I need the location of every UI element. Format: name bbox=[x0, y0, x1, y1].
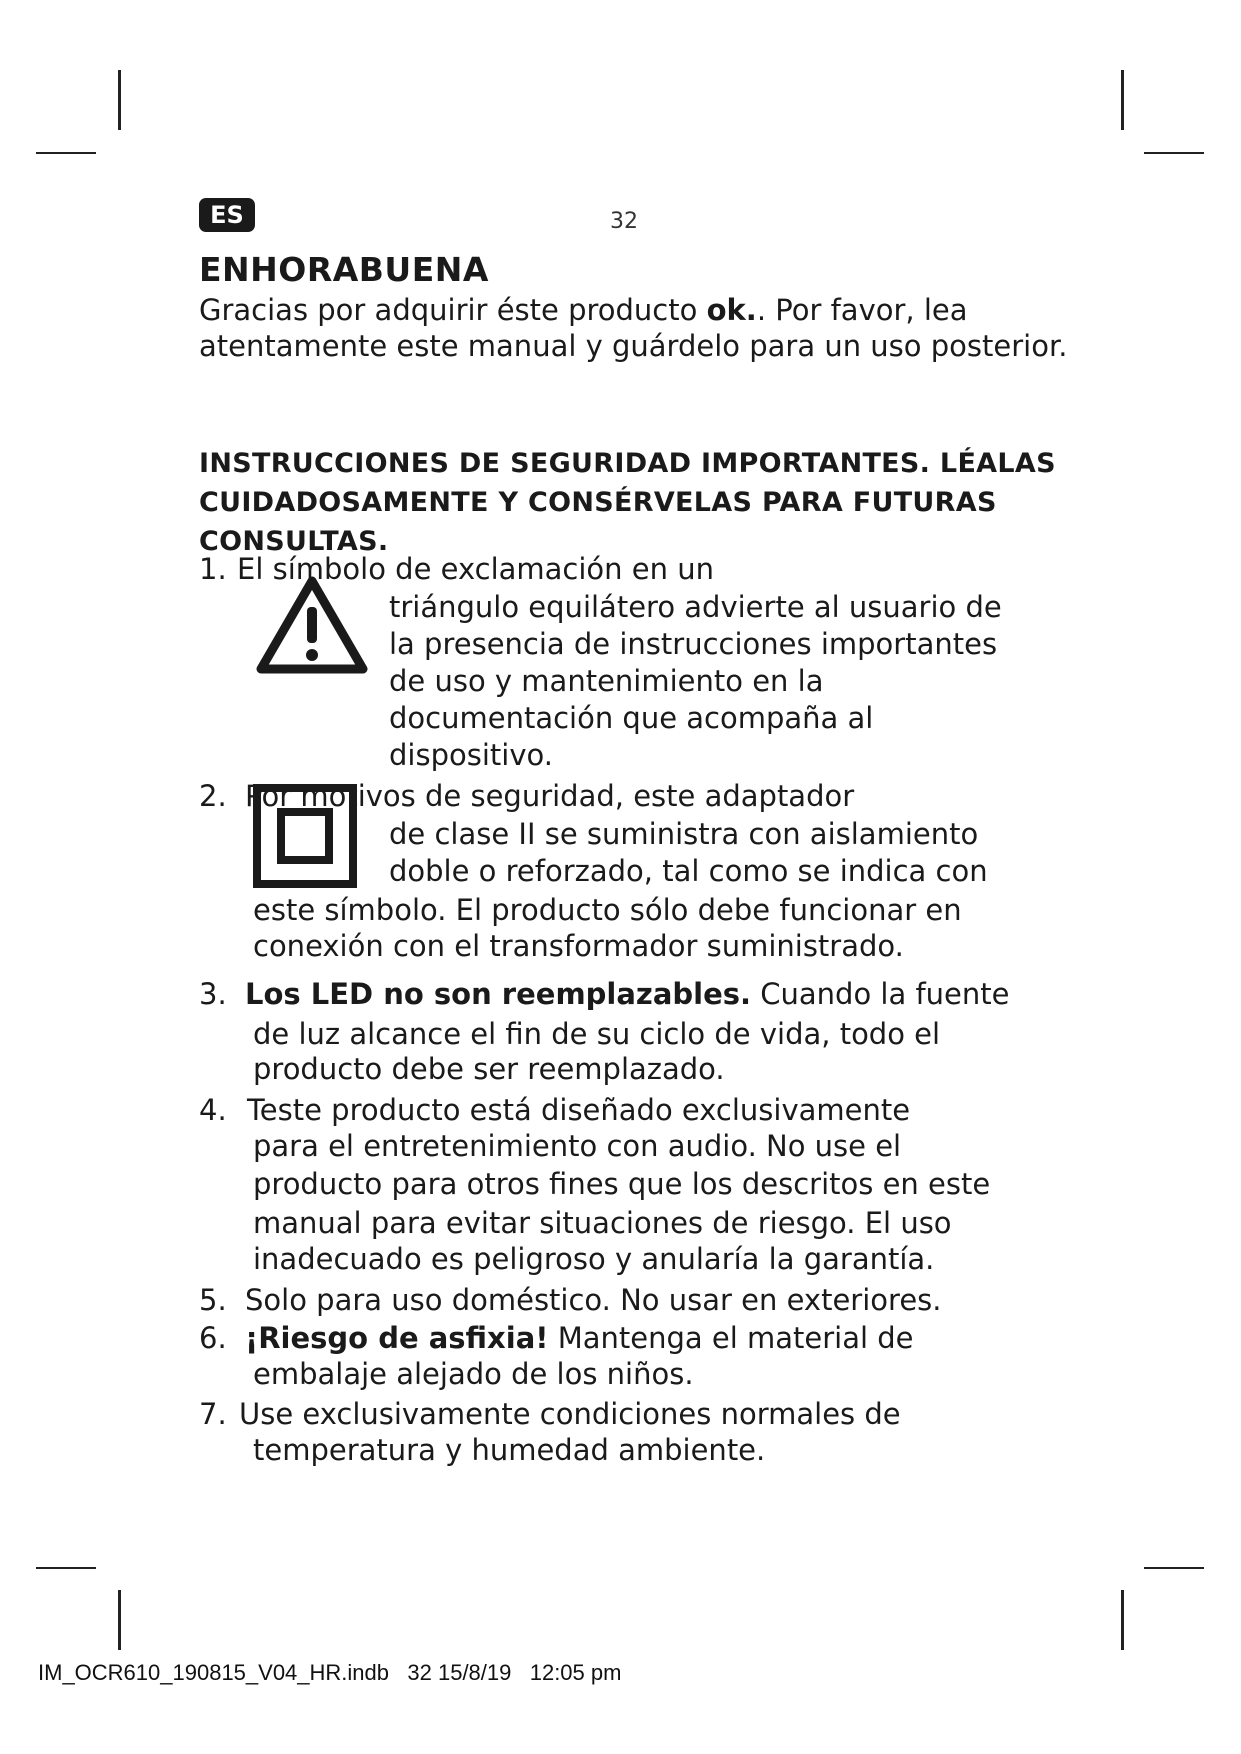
item-line: producto para otros fines que los descritos en este bbox=[253, 1167, 991, 1201]
safety-heading: INSTRUCCIONES DE SEGURIDAD IMPORTANTES. LÉALAS CUIDADOSAMENTE Y CONSÉRVELAS PARA FUTURAS CONSULTAS. bbox=[199, 448, 1056, 557]
item-number: 7. bbox=[199, 1397, 227, 1431]
item-line: inadecuado es peligroso y anularía la garantía. bbox=[253, 1242, 935, 1276]
item-line: Teste producto está diseñado exclusivamente bbox=[247, 1093, 911, 1127]
intro-text-rest: . Por favor, lea atentamente este manual y guárdelo para un uso posterior. bbox=[199, 293, 1068, 363]
item-line: manual para evitar situaciones de riesgo. El uso bbox=[253, 1206, 952, 1240]
item-line: Solo para uso doméstico. No usar en exteriores. bbox=[245, 1283, 942, 1317]
item-line: doble o reforzado, tal como se indica con bbox=[389, 854, 988, 888]
slug-date: 15/8/19 bbox=[437, 1660, 512, 1685]
crop-mark bbox=[118, 70, 121, 130]
item-line bbox=[245, 976, 1009, 1013]
list-item bbox=[199, 1320, 1079, 1396]
slug-time: 12:05 pm bbox=[529, 1660, 622, 1685]
item-line: documentación que acompaña al bbox=[389, 701, 874, 735]
list-item bbox=[199, 1092, 1079, 1282]
item-line: El símbolo de exclamación en un bbox=[237, 552, 714, 586]
list-item bbox=[199, 1396, 1079, 1472]
item-line: Use exclusivamente condiciones normales de bbox=[239, 1397, 901, 1431]
item-line: de clase II se suministra con aislamiento bbox=[389, 817, 979, 851]
crop-mark bbox=[1121, 1590, 1124, 1650]
item-number: 2. bbox=[199, 779, 227, 813]
item-line: de uso y mantenimiento en la bbox=[389, 664, 824, 698]
item-number: 1. bbox=[199, 552, 227, 586]
item-line: la presencia de instrucciones importantes bbox=[389, 627, 998, 661]
list-item bbox=[199, 778, 1079, 968]
item-line: triángulo equilátero advierte al usuario de bbox=[389, 590, 1002, 624]
crop-mark bbox=[1144, 152, 1204, 154]
item-bold-text: ¡Riesgo de asfixia! bbox=[245, 1321, 549, 1355]
item-line: Por motivos de seguridad, este adaptador bbox=[245, 779, 855, 813]
item-number: 3. bbox=[199, 977, 227, 1011]
item-line: dispositivo. bbox=[389, 738, 553, 772]
item-line: para el entretenimiento con audio. No use el bbox=[253, 1129, 902, 1163]
print-slug bbox=[38, 1660, 621, 1686]
intro-paragraph bbox=[199, 292, 1079, 364]
item-line bbox=[245, 1320, 914, 1357]
page-number: 32 bbox=[610, 209, 638, 234]
item-line: embalaje alejado de los niños. bbox=[253, 1357, 694, 1391]
list-item bbox=[199, 1282, 1079, 1322]
item-line: este símbolo. El producto sólo debe funcionar en bbox=[253, 893, 962, 927]
item-number: 4. bbox=[199, 1093, 227, 1127]
language-badge: ES bbox=[199, 198, 255, 232]
crop-mark bbox=[36, 1567, 96, 1569]
item-text: Cuando la fuente bbox=[751, 977, 1010, 1011]
list-item bbox=[199, 551, 1079, 781]
item-line: temperatura y humedad ambiente. bbox=[253, 1433, 766, 1467]
item-number: 5. bbox=[199, 1283, 227, 1317]
brand-name: ok. bbox=[706, 293, 757, 327]
crop-mark bbox=[1144, 1567, 1204, 1569]
slug-filename: IM_OCR610_190815_V04_HR.indb bbox=[38, 1660, 390, 1685]
intro-text: Gracias por adquirir éste producto bbox=[199, 293, 707, 327]
list-item bbox=[199, 976, 1079, 1091]
item-number: 6. bbox=[199, 1321, 227, 1355]
item-line: conexión con el transformador suministrado. bbox=[253, 929, 904, 963]
item-line: producto debe ser reemplazado. bbox=[253, 1052, 725, 1086]
warning-triangle-icon bbox=[255, 575, 369, 675]
item-bold-text: Los LED no son reemplazables. bbox=[245, 977, 752, 1011]
slug-page: 32 bbox=[407, 1660, 432, 1685]
crop-mark bbox=[1121, 70, 1124, 130]
page-title: ENHORABUENA bbox=[199, 250, 489, 289]
crop-mark bbox=[118, 1590, 121, 1650]
crop-mark bbox=[36, 152, 96, 154]
item-line: de luz alcance el fin de su ciclo de vida, todo el bbox=[253, 1017, 941, 1051]
item-text: Mantenga el material de bbox=[548, 1321, 914, 1355]
